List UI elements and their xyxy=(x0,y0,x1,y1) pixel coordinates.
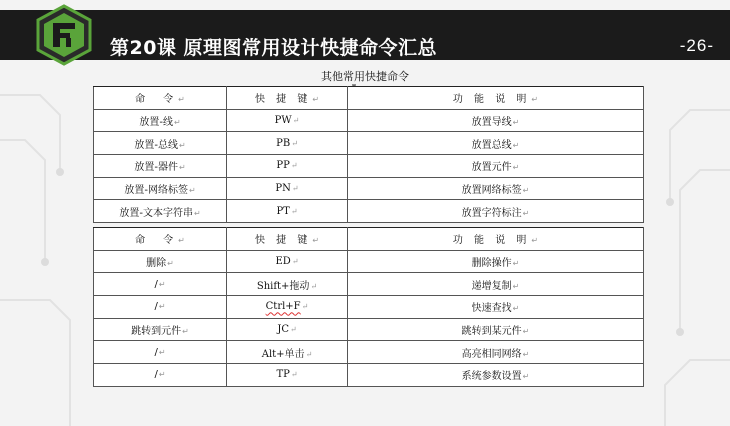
command-cell: /↵ xyxy=(94,341,227,364)
shortcut-cell: PT↵ xyxy=(227,200,348,223)
table-row xyxy=(94,132,644,155)
column-header-description: 功 能 说 明↵ xyxy=(348,87,644,110)
table-row xyxy=(94,273,644,296)
table-row xyxy=(94,296,644,319)
shortcut-cell: PW↵ xyxy=(227,109,348,132)
command-cell: /↵ xyxy=(94,364,227,387)
shortcut-cell: TP↵ xyxy=(227,364,348,387)
page-title: 第20课 原理图常用设计快捷命令汇总 xyxy=(110,37,438,59)
table-row xyxy=(94,155,644,178)
shortcut-cell: Shift+拖动↵ xyxy=(227,273,348,296)
description-cell: 跳转到某元件↵ xyxy=(348,318,644,341)
table-row xyxy=(94,177,644,200)
shortcut-cell: JC↵ xyxy=(227,318,348,341)
command-cell: 放置-器件↵ xyxy=(94,155,227,178)
command-cell: 放置-线↵ xyxy=(94,109,227,132)
description-cell: 递增复制↵ xyxy=(348,273,644,296)
command-cell: 放置-总线↵ xyxy=(94,132,227,155)
shortcut-cell: PN↵ xyxy=(227,177,348,200)
table-row xyxy=(94,109,644,132)
description-cell: 放置导线↵ xyxy=(348,109,644,132)
command-cell: /↵ xyxy=(94,296,227,319)
shortcut-cell: Alt+单击↵ xyxy=(227,341,348,364)
title-bar xyxy=(0,10,730,60)
command-cell: 放置-文本字符串↵ xyxy=(94,200,227,223)
column-header-shortcut: 快 捷 键↵ xyxy=(227,87,348,110)
description-cell: 高亮相同网络↵ xyxy=(348,341,644,364)
table-row xyxy=(94,364,644,387)
description-cell: 放置元件↵ xyxy=(348,155,644,178)
logo-icon xyxy=(33,4,95,66)
shortcut-cell: ED↵ xyxy=(227,250,348,273)
shortcut-cell: PB↵ xyxy=(227,132,348,155)
description-cell: 放置网络标签↵ xyxy=(348,177,644,200)
table-row xyxy=(94,200,644,223)
column-header-description: 功 能 说 明↵ xyxy=(348,228,644,251)
table-header-row xyxy=(94,87,644,110)
column-header-command: 命 令↵ xyxy=(94,228,227,251)
column-header-shortcut: 快 捷 键↵ xyxy=(227,228,348,251)
shortcut-cell: Ctrl+F↵ xyxy=(227,296,348,319)
description-cell: 快速查找↵ xyxy=(348,296,644,319)
shortcut-cell: PP↵ xyxy=(227,155,348,178)
table-row xyxy=(94,341,644,364)
shortcut-table-2 xyxy=(93,227,644,387)
shortcut-table-1 xyxy=(93,86,644,223)
description-cell: 系统参数设置↵ xyxy=(348,364,644,387)
command-cell: 删除↵ xyxy=(94,250,227,273)
table-row xyxy=(94,318,644,341)
table-header-row xyxy=(94,228,644,251)
command-cell: 放置-网络标签↵ xyxy=(94,177,227,200)
description-cell: 放置字符标注↵ xyxy=(348,200,644,223)
table-row xyxy=(94,250,644,273)
command-cell: 跳转到元件↵ xyxy=(94,318,227,341)
command-cell: /↵ xyxy=(94,273,227,296)
table-caption: 其他常用快捷命令 xyxy=(321,70,409,83)
description-cell: 删除操作↵ xyxy=(348,250,644,273)
page-number: -26- xyxy=(679,36,714,55)
description-cell: 放置总线↵ xyxy=(348,132,644,155)
column-header-command: 命 令↵ xyxy=(94,87,227,110)
